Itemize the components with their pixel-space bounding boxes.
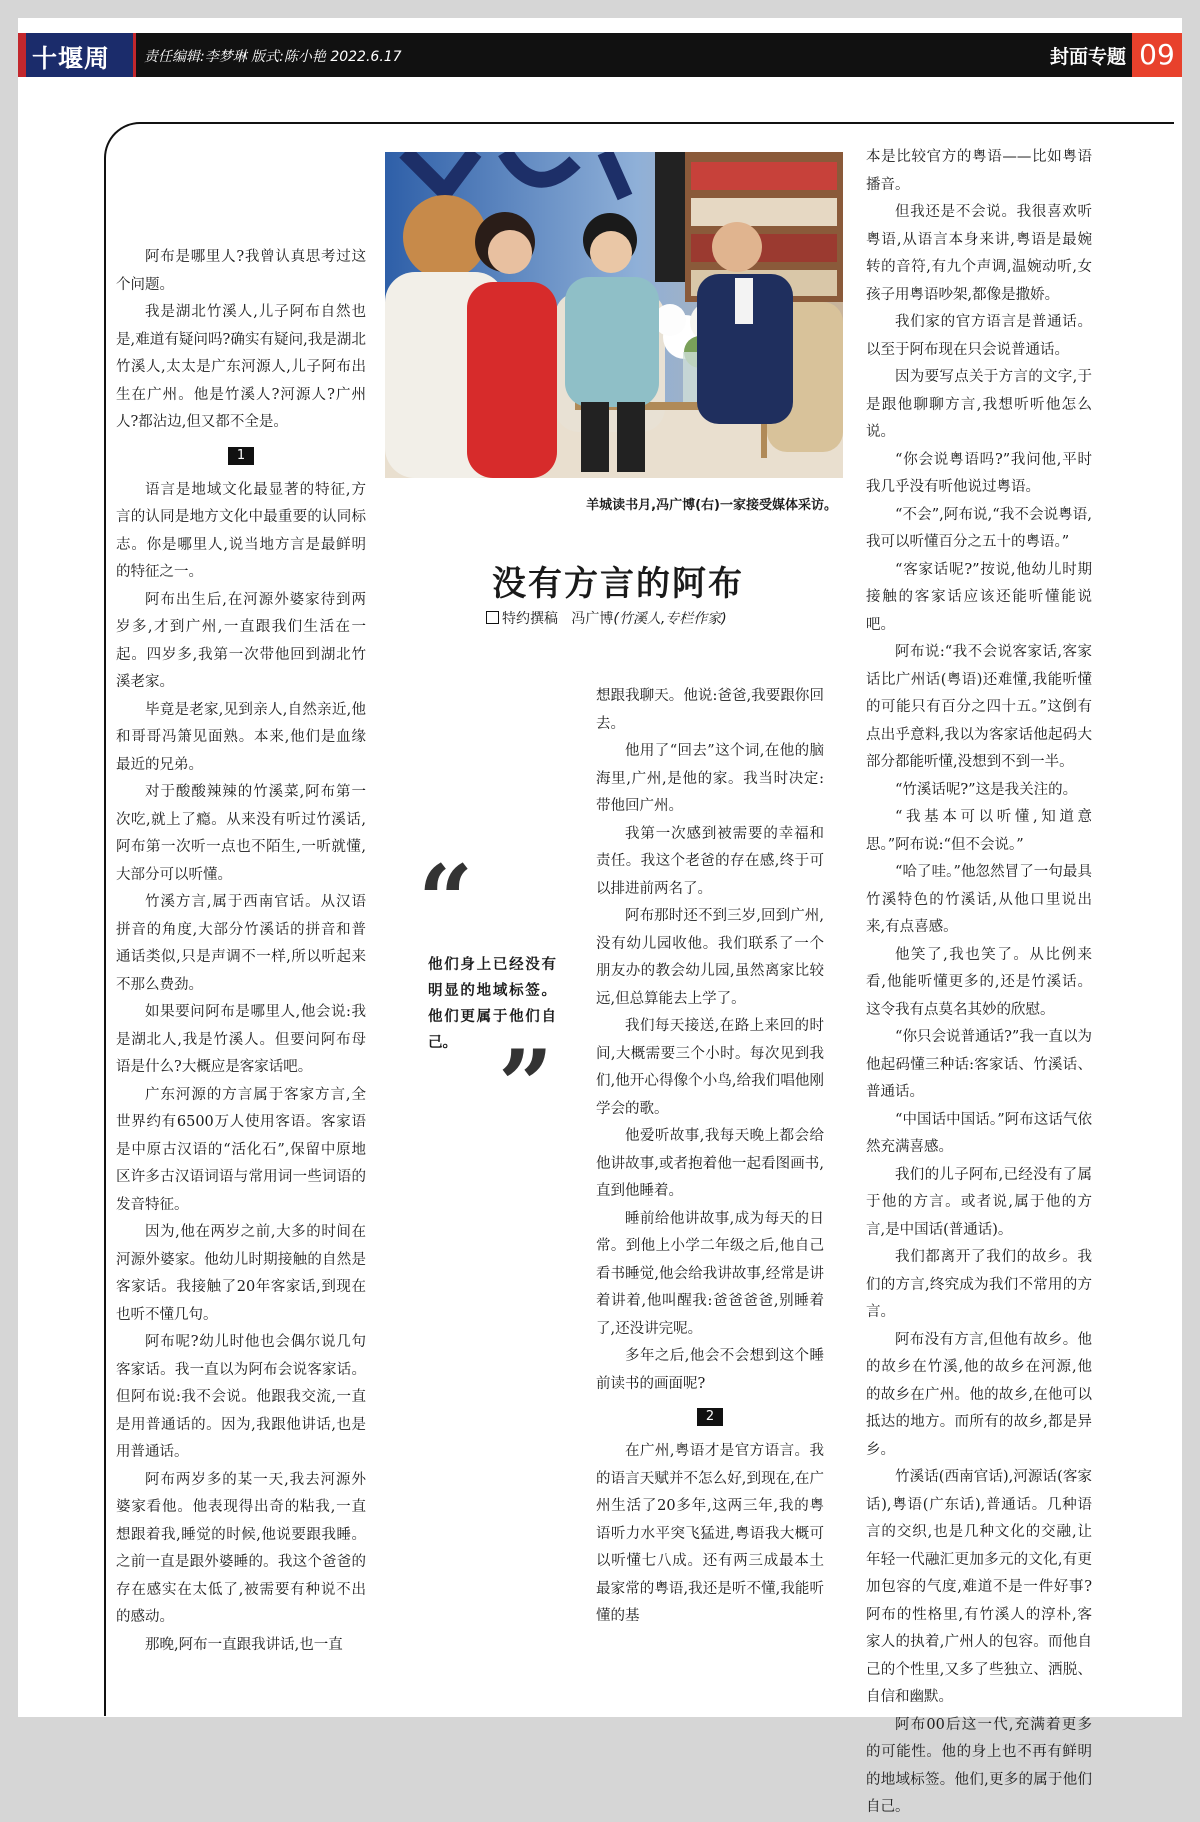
paragraph: 毕竟是老家,见到亲人,自然亲近,他和哥哥冯箫见面熟。本来,他们是血缘最近的兄弟。 bbox=[116, 701, 366, 773]
paragraph: “哈了哇。”他忽然冒了一句最具竹溪特色的竹溪话,从他口里说出来,有点喜感。 bbox=[866, 864, 1092, 935]
paragraph: 想跟我聊天。他说:爸爸,我要跟你回去。 bbox=[596, 688, 824, 732]
paragraph: 多年之后,他会不会想到这个睡前读书的画面呢? bbox=[596, 1348, 824, 1392]
masthead bbox=[18, 33, 1182, 109]
photo-caption: 羊城读书月,冯广博(右)一家接受媒体采访。 bbox=[586, 498, 837, 513]
byline bbox=[486, 608, 727, 628]
paragraph: “我基本可以听懂,知道意思。”阿布说:“但不会说。” bbox=[866, 809, 1092, 853]
open-quote-icon: “ bbox=[418, 844, 474, 957]
column-1 bbox=[116, 244, 366, 1659]
author-name: 冯广博 bbox=[571, 611, 614, 627]
paragraph: 他用了“回去”这个词,在他的脑海里,广州,是他的家。我当时决定:带他回广州。 bbox=[596, 743, 824, 814]
byline-square-icon bbox=[486, 611, 499, 624]
byline-prefix: 特约撰稿 bbox=[502, 611, 558, 627]
paragraph: 阿布00后这一代,充满着更多的可能性。他的身上也不再有鲜明的地域标签。他们,更多的属于他们自己。 bbox=[866, 1716, 1092, 1815]
paragraph: 对于酸酸辣辣的竹溪菜,阿布第一次吃,就上了瘾。从来没有听过竹溪话,阿布第一次听一点也不陌生,一听就懂,大部分可以听懂。 bbox=[116, 784, 366, 883]
paragraph: 阿布那时还不到三岁,回到广州,没有幼儿园收他。我们联系了一个朋友办的教会幼儿园,虽然离家比较远,但总算能去上学了。 bbox=[596, 908, 824, 1007]
paragraph: 在广州,粤语才是官方语言。我的语言天赋并不怎么好,到现在,在广州生活了20多年,这两三年,我的粤语听力水平突飞猛进,粤语我大概可以听懂七八成。还有两三成最本土最家常的粤语,我还是听不懂,我能听懂的基 bbox=[596, 1443, 824, 1624]
paragraph: “你会说粤语吗?”我问他,平时我几乎没有听他说过粤语。 bbox=[866, 451, 1092, 495]
logo-accent-bar bbox=[18, 33, 26, 77]
masthead-logo: 十堰周刊 bbox=[32, 44, 111, 109]
paragraph: 阿布两岁多的某一天,我去河源外婆家看他。他表现得出奇的粘我,一直想跟着我,睡觉的时候,他说要跟我睡。之前一直是跟外婆睡的。我这个爸爸的存在感实在太低了,被需要有种说不出的感动。 bbox=[116, 1471, 366, 1625]
paragraph: 阿布出生后,在河源外婆家待到两岁多,才到广州,一直跟我们生活在一起。四岁多,我第一次带他回到湖北竹溪老家。 bbox=[116, 591, 366, 690]
paragraph: “不会”,阿布说,“我不会说粤语,我可以听懂百分之五十的粤语。” bbox=[866, 506, 1092, 550]
paragraph: 竹溪方言,属于西南官话。从汉语拼音的角度,大部分竹溪话的拼音和普通话类似,只是声调不一样,所以听起来不那么费劲。 bbox=[116, 894, 366, 993]
paragraph: 阿布没有方言,但他有故乡。他的故乡在竹溪,他的故乡在河源,他的故乡在广州。他的故乡,在他可以抵达的地方。而所有的故乡,都是异乡。 bbox=[866, 1331, 1092, 1458]
interview-photo bbox=[385, 152, 843, 478]
paragraph: 广东河源的方言属于客家方言,全世界约有6500万人使用客语。客家语是中原古汉语的“活化石”,保留中原地区许多古汉语词语与常用词一些词语的发音特征。 bbox=[116, 1086, 366, 1213]
section-title: 封面专题 bbox=[1049, 46, 1126, 68]
column-3 bbox=[866, 144, 1092, 1822]
paragraph: 因为,他在两岁之前,大多的时间在河源外婆家。他幼儿时期接触的自然是客家话。我接触了20年客家话,到现在也听不懂几句。 bbox=[116, 1224, 366, 1323]
paragraph: 我们每天接送,在路上来回的时间,大概需要三个小时。每次见到我们,他开心得像个小鸟,给我们唱他刚学会的歌。 bbox=[596, 1018, 824, 1117]
paragraph: 阿布说:“我不会说客家话,客家话比广州话(粤语)还难懂,我能听懂的可能只有百分之四十五。”这倒有点出乎意料,我以为客家话他起码大部分都能听懂,没想到不到一半。 bbox=[866, 644, 1092, 770]
paragraph: 我第一次感到被需要的幸福和责任。我这个老爸的存在感,终于可以排进前两名了。 bbox=[596, 825, 824, 897]
paragraph: 我是湖北竹溪人,儿子阿布自然也是,难道有疑问吗?确实有疑问,我是湖北竹溪人,太太是广东河源人,儿子阿布出生在广州。他是竹溪人?河源人?广州人?都沾边,但又都不全是。 bbox=[116, 304, 366, 430]
paragraph: 我们家的官方语言是普通话。以至于阿布现在只会说普通话。 bbox=[866, 314, 1092, 358]
paragraph: “你只会说普通话?”我一直以为他起码懂三种话:客家话、竹溪话、普通话。 bbox=[866, 1029, 1092, 1100]
paragraph: 如果要问阿布是哪里人,他会说:我是湖北人,我是竹溪人。但要问阿布母语是什么?大概应是客家话吧。 bbox=[116, 1004, 366, 1075]
paragraph: 但我还是不会说。我很喜欢听粤语,从语言本身来讲,粤语是最婉转的音符,有九个声调,温婉动听,女孩子用粤语吵架,都像是撒娇。 bbox=[866, 204, 1092, 303]
paragraph: 睡前给他讲故事,成为每天的日常。到他上小学二年级之后,他自己看书睡觉,他会给我讲故事,经常是讲着讲着,他叫醒我:爸爸爸爸,别睡着了,还没讲完呢。 bbox=[596, 1210, 824, 1337]
paragraph: 那晚,阿布一直跟我讲话,也一直 bbox=[145, 1636, 343, 1653]
author-note: (竹溪人,专栏作家) bbox=[613, 611, 727, 627]
paragraph: 我们都离开了我们的故乡。我们的方言,终究成为我们不常用的方言。 bbox=[866, 1249, 1092, 1320]
paragraph: 他笑了,我也笑了。从比例来看,他能听懂更多的,还是竹溪话。这令我有点莫名其妙的欣慰。 bbox=[866, 946, 1092, 1018]
paragraph: “中国话中国话。”阿布这话气依然充满喜感。 bbox=[866, 1111, 1092, 1155]
paragraph: 他爱听故事,我每天晚上都会给他讲故事,或者抱着他一起看图画书,直到他睡着。 bbox=[596, 1128, 824, 1199]
logo-box bbox=[18, 33, 136, 109]
close-quote-icon: ” bbox=[498, 1029, 554, 1142]
paragraph: 本是比较官方的粤语——比如粤语播音。 bbox=[866, 149, 1092, 193]
paragraph: “客家话呢?”按说,他幼儿时期接触的客家话应该还能听懂能说吧。 bbox=[866, 561, 1092, 633]
paragraph: 语言是地域文化最显著的特征,方言的认同是地方文化中最重要的认同标志。你是哪里人,说当地方言是最鲜明的特征之一。 bbox=[116, 481, 366, 580]
photo-illustration bbox=[385, 152, 843, 478]
article-title: 没有方言的阿布 bbox=[492, 564, 744, 604]
paragraph: 阿布呢?幼儿时他也会偶尔说几句客家话。我一直以为阿布会说客家话。但阿布说:我不会说。他跟我交流,一直是用普通话的。因为,我跟他讲话,也是用普通话。 bbox=[116, 1334, 366, 1460]
paragraph: 阿布是哪里人?我曾认真思考过这个问题。 bbox=[116, 249, 366, 293]
paragraph: “竹溪话呢?”这是我关注的。 bbox=[895, 781, 1078, 798]
editor-line: 责任编辑:李梦琳 版式:陈小艳 2022.6.17 bbox=[144, 49, 402, 65]
paragraph: 竹溪话(西南官话),河源话(客家话),粤语(广东话),普通话。几种语言的交织,也是几种文化的交融,让年轻一代融汇更加多元的文化,有更加包容的气度,难道不是一件好事?阿布的性格里,有竹溪人的淳朴,客家人的执着,广州人的包容。而他自己的个性里,又多了些独立、洒脱、自信和幽默。 bbox=[866, 1469, 1092, 1705]
section-marker: 1 bbox=[228, 447, 254, 465]
pull-quote: 他们身上已经没有明显的地域标签。他们更属于他们自己。 bbox=[428, 956, 556, 1051]
paragraph: 因为要写点关于方言的文字,于是跟他聊聊方言,我想听听他怎么说。 bbox=[866, 369, 1092, 440]
section-marker: 2 bbox=[697, 1408, 723, 1426]
page-number: 09 bbox=[1132, 33, 1182, 77]
paragraph: 我们的儿子阿布,已经没有了属于他的方言。或者说,属于他的方言,是中国话(普通话)。 bbox=[866, 1166, 1092, 1238]
column-2 bbox=[596, 683, 824, 1631]
newspaper-page bbox=[18, 18, 1182, 1815]
